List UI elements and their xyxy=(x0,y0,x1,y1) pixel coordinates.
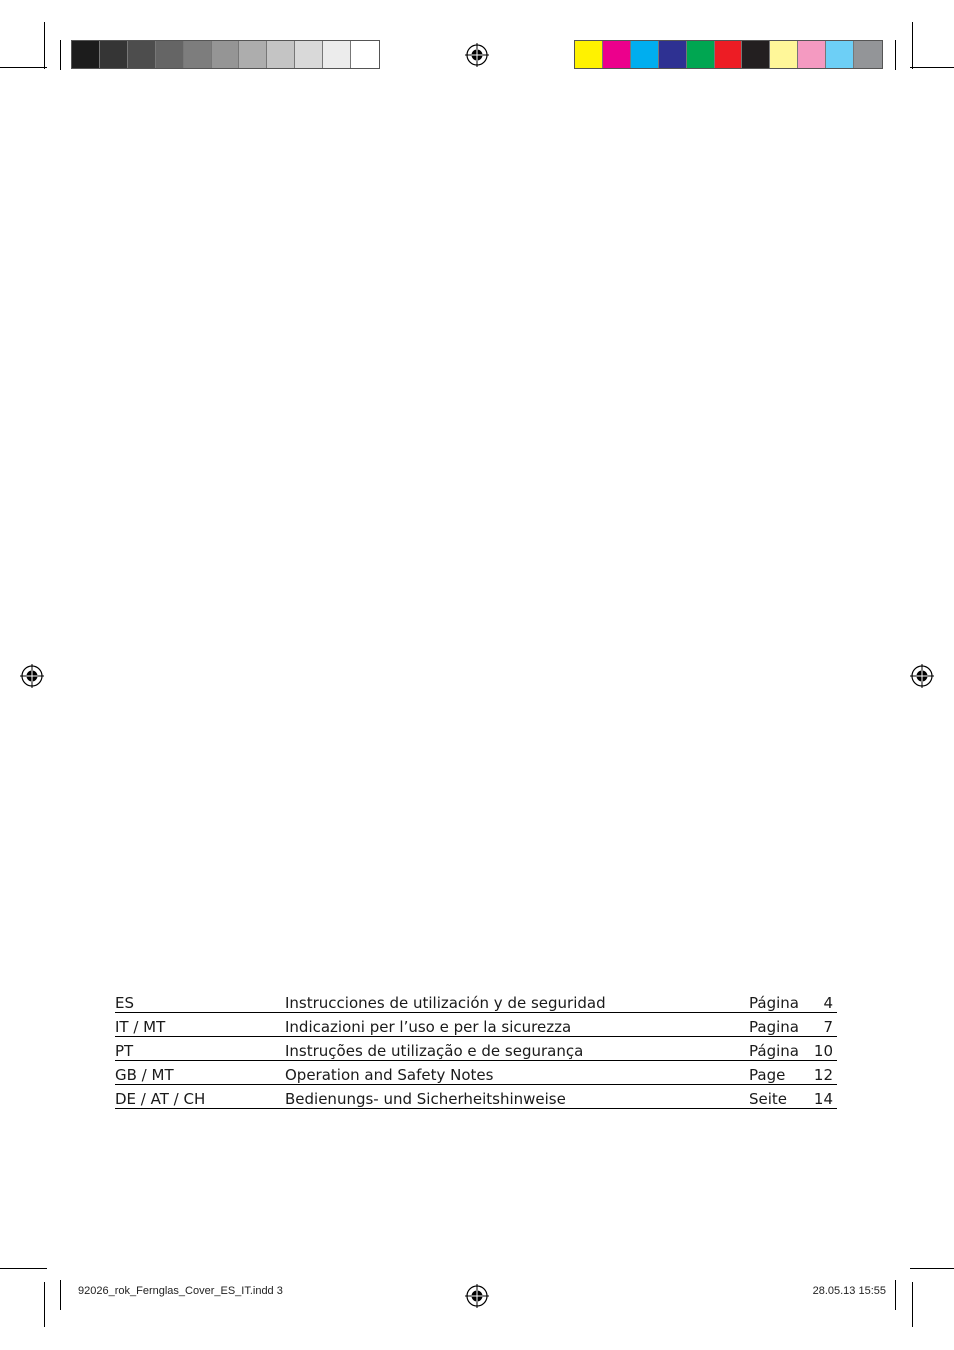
color-swatch xyxy=(100,41,128,68)
color-swatch xyxy=(295,41,323,68)
toc-page-number: 12 xyxy=(807,1061,837,1085)
toc-title: Indicazioni per l’uso e per la sicurezza xyxy=(285,1013,749,1037)
toc-title: Instruções de utilização e de segurança xyxy=(285,1037,749,1061)
toc-title: Bedienungs- und Sicherheitshinweise xyxy=(285,1085,749,1109)
crop-mark xyxy=(912,1282,913,1327)
toc-page-number: 7 xyxy=(807,1013,837,1037)
toc-page-number: 10 xyxy=(807,1037,837,1061)
toc-row[interactable] xyxy=(115,1085,837,1109)
color-swatch xyxy=(323,41,351,68)
registration-mark-icon xyxy=(465,1284,489,1308)
crop-mark xyxy=(44,1282,45,1327)
crop-mark xyxy=(910,1268,954,1269)
toc-page-word: Page xyxy=(749,1061,807,1085)
crop-mark xyxy=(0,67,47,68)
crop-mark xyxy=(44,22,45,69)
toc-language: PT xyxy=(115,1037,285,1061)
toc-page-number: 14 xyxy=(807,1085,837,1109)
color-swatch xyxy=(742,41,770,68)
color-swatch xyxy=(854,41,882,68)
crop-mark xyxy=(60,1280,61,1310)
color-swatch xyxy=(603,41,631,68)
color-swatch xyxy=(156,41,184,68)
color-swatch xyxy=(212,41,240,68)
crop-mark xyxy=(895,1280,896,1310)
color-swatch xyxy=(575,41,603,68)
toc-language: GB / MT xyxy=(115,1061,285,1085)
color-swatch xyxy=(128,41,156,68)
color-swatch xyxy=(826,41,854,68)
registration-mark-icon xyxy=(465,43,489,67)
toc-title: Instrucciones de utilización y de seguridad xyxy=(285,990,749,1013)
color-swatch xyxy=(184,41,212,68)
footer-file-name: 92026_rok_Fernglas_Cover_ES_IT.indd 3 xyxy=(78,1285,283,1297)
footer-datetime: 28.05.13 15:55 xyxy=(812,1285,886,1297)
cmyk-color-bar xyxy=(574,40,883,69)
crop-mark xyxy=(912,22,913,69)
registration-mark-icon xyxy=(910,664,934,688)
color-swatch xyxy=(715,41,743,68)
toc-page-word: Pagina xyxy=(749,1013,807,1037)
toc-language: DE / AT / CH xyxy=(115,1085,285,1109)
color-swatch xyxy=(770,41,798,68)
crop-mark xyxy=(0,1268,47,1269)
toc-row[interactable] xyxy=(115,990,837,1013)
toc-page-word: Seite xyxy=(749,1085,807,1109)
color-swatch xyxy=(72,41,100,68)
toc-row[interactable] xyxy=(115,1013,837,1037)
toc-page-word: Página xyxy=(749,1037,807,1061)
color-swatch xyxy=(351,41,379,68)
color-swatch xyxy=(687,41,715,68)
grayscale-color-bar xyxy=(71,40,380,69)
crop-mark xyxy=(60,40,61,70)
crop-mark xyxy=(910,67,954,68)
toc-title: Operation and Safety Notes xyxy=(285,1061,749,1085)
color-swatch xyxy=(798,41,826,68)
toc-row[interactable] xyxy=(115,1037,837,1061)
toc-page-number: 4 xyxy=(807,990,837,1013)
toc-row[interactable] xyxy=(115,1061,837,1085)
color-swatch xyxy=(239,41,267,68)
toc-language: IT / MT xyxy=(115,1013,285,1037)
color-swatch xyxy=(267,41,295,68)
toc-language: ES xyxy=(115,990,285,1013)
registration-mark-icon xyxy=(20,664,44,688)
crop-mark xyxy=(895,40,896,70)
color-swatch xyxy=(659,41,687,68)
toc-page-word: Página xyxy=(749,990,807,1013)
table-of-contents xyxy=(115,990,837,1109)
color-swatch xyxy=(631,41,659,68)
